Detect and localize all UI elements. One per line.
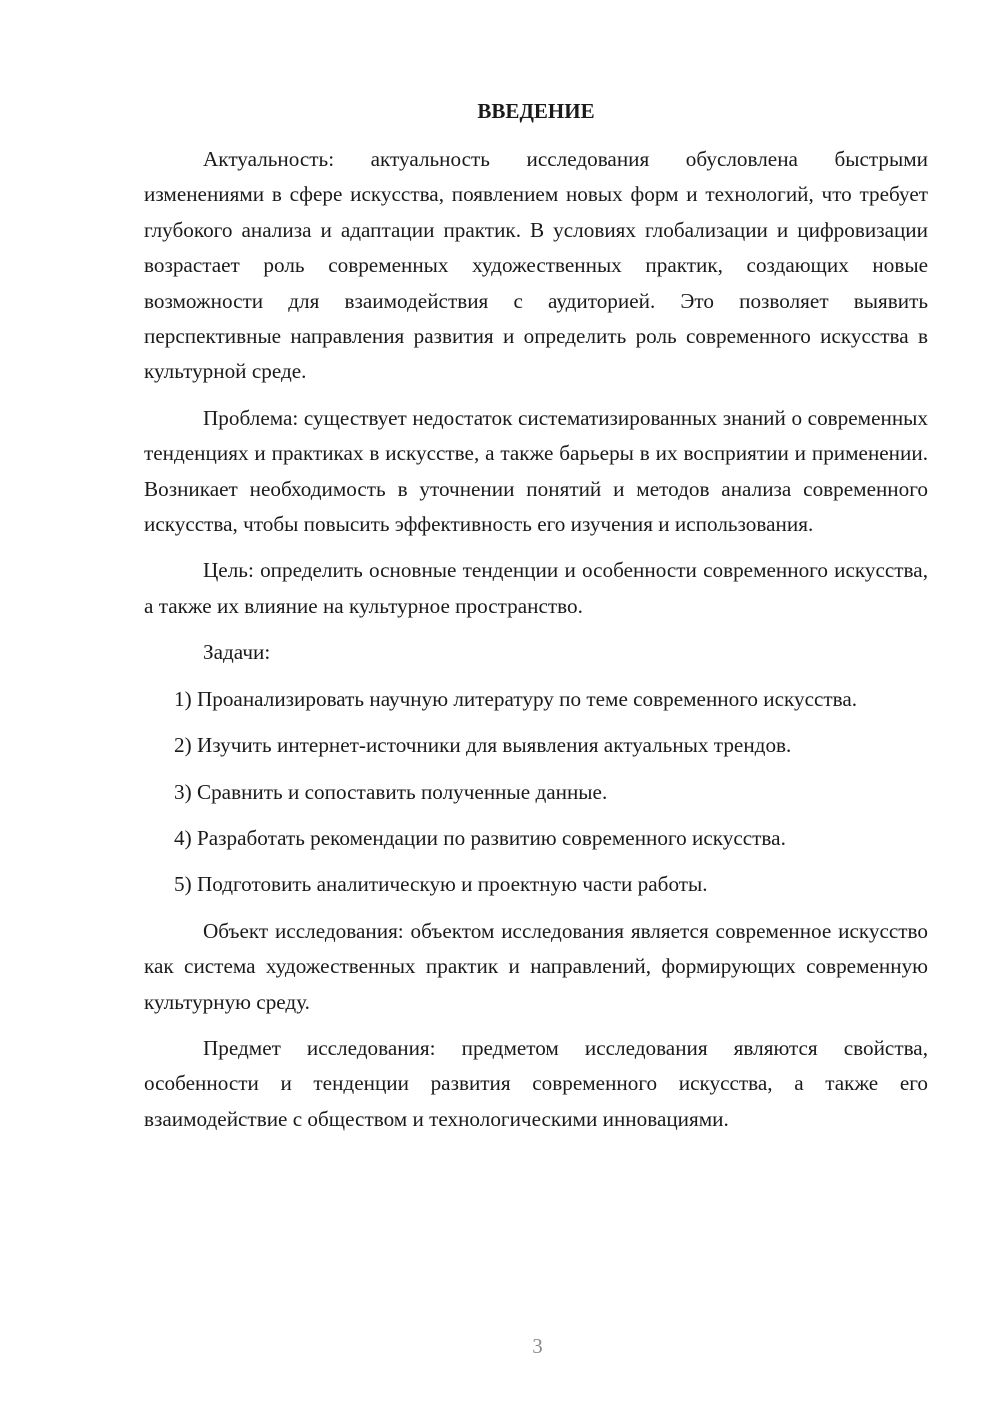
list-item: 2) Изучить интернет-источники для выявления актуальных трендов. xyxy=(174,733,792,758)
list-item: 1) Проанализировать научную литературу по теме современного искусства. xyxy=(174,686,858,711)
list-item: 5) Подготовить аналитическую и проектную части работы. xyxy=(174,872,708,897)
list-item: 4) Разработать рекомендации по развитию современного искусства. xyxy=(174,825,786,850)
paragraph-subject: Предмет исследования: предметом исследования являются свойства, особенности и тенденции развития современного искусства, а также его взаимодействие с обществом и технологическими инновациями. xyxy=(144,1035,928,1131)
tasks-heading: Задачи: xyxy=(203,640,271,665)
document-body xyxy=(144,94,928,1148)
list-item: 3) Сравнить и сопоставить полученные данные. xyxy=(174,779,608,804)
paragraph-problem: Проблема: существует недостаток систематизированных знаний о современных тенденциях и практиках в искусстве, а также барьеры в их восприятии и применении. Возникает необходимость в уточнении понятий и методов анализа современного искусства, чтобы повысить эффективность его изучения и использования. xyxy=(144,405,928,537)
tasks-list xyxy=(144,682,928,903)
page-number: 3 xyxy=(532,1334,543,1358)
paragraph-relevance: Актуальность: актуальность исследования обусловлена быстрыми изменениями в сфере искусства, появлением новых форм и технологий, что требует глубокого анализа и адаптации практик. В условиях глобализации и цифровизации возрастает роль современных художественных практик, создающих новые возможности для взаимодействия с аудиторией. Это позволяет выявить перспективные направления развития и определить роль современного искусства в культурной среде. xyxy=(144,147,928,384)
paragraph-object: Объект исследования: объектом исследования является современное искусство как система художественных практик и направлений, формирующих современную культурную среду. xyxy=(144,918,928,1014)
page-title: ВВЕДЕНИЕ xyxy=(477,99,595,123)
paragraph-goal: Цель: определить основные тенденции и особенности современного искусства, а также их влияние на культурное пространство. xyxy=(144,558,928,618)
